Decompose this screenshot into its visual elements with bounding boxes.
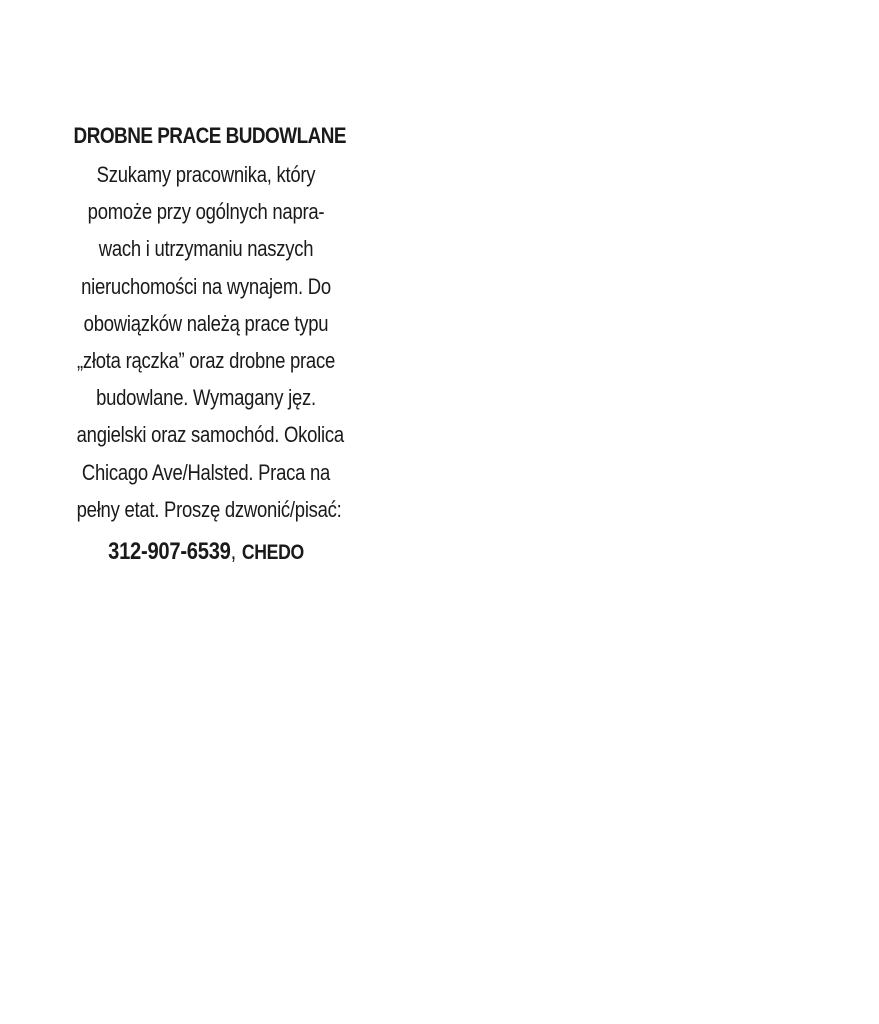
ad-body <box>52 156 360 528</box>
ad-body-line: obowiązków należą prace typu <box>83 310 329 336</box>
ad-title: DROBNE PRACE BUDOWLANE <box>73 123 347 148</box>
contact-name: CHEDO <box>241 541 304 565</box>
ad-body-line: pełny etat. Proszę dzwonić/pisać: <box>76 496 342 522</box>
ad-body-line: Chicago Ave/Halsted. Praca na <box>81 459 331 485</box>
ad-body-line: „złota rączka” oraz drobne prace <box>77 348 335 374</box>
ad-body-line: angielski oraz samochód. Okolica <box>76 422 344 448</box>
ad-body-line: budowlane. Wymagany jęz. <box>96 385 316 411</box>
ad-body-line: nieruchomości na wynajem. Do <box>81 273 331 299</box>
contact-separator: , <box>230 538 242 566</box>
classified-ad <box>52 118 360 573</box>
phone-number: 312-907-6539 <box>108 538 231 566</box>
ad-body-line: wach i utrzymaniu naszych <box>98 236 314 262</box>
ad-contact <box>77 532 336 573</box>
ad-body-line: Szukamy pracownika, który <box>96 162 316 187</box>
ad-body-line: pomoże przy ogólnych napra- <box>87 199 325 225</box>
